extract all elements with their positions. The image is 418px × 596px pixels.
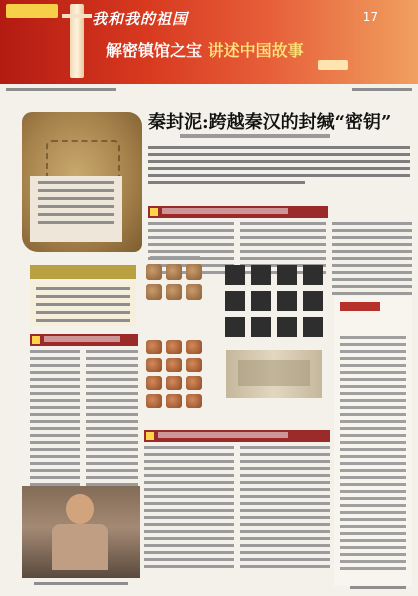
text-column-7 bbox=[240, 446, 330, 572]
page-banner bbox=[0, 0, 418, 84]
issue-date bbox=[352, 88, 412, 91]
text-column-5 bbox=[86, 350, 138, 490]
banner-title: 我和我的祖国 bbox=[92, 10, 189, 28]
masthead-logo bbox=[6, 4, 58, 18]
banner-subtitle bbox=[106, 38, 304, 61]
clay-seal-grid bbox=[144, 338, 220, 408]
section-bar-1 bbox=[148, 206, 328, 218]
article-byline bbox=[180, 134, 330, 138]
museum-info-box bbox=[30, 282, 136, 326]
text-column-3 bbox=[332, 222, 412, 299]
seal-photo-grid bbox=[144, 262, 222, 334]
sidebar-tag bbox=[340, 302, 380, 311]
section-bar-2 bbox=[30, 334, 138, 346]
issue-meta-left bbox=[6, 88, 116, 91]
text-column-4 bbox=[30, 350, 80, 490]
series-label bbox=[318, 60, 348, 70]
banner-subtitle-right: 讲述中国故事 bbox=[207, 41, 304, 60]
issue-meta-line bbox=[6, 86, 412, 96]
section-bar-3 bbox=[144, 430, 330, 442]
editor-credit-line bbox=[350, 586, 406, 589]
article-intro bbox=[148, 146, 410, 202]
museum-label bbox=[30, 265, 136, 279]
inscription-plaque-photo bbox=[226, 350, 322, 398]
seal-rubbing-grid bbox=[222, 262, 326, 348]
fact-card bbox=[30, 176, 122, 242]
researcher-photo-caption bbox=[34, 582, 128, 585]
sidebar-column bbox=[334, 296, 412, 586]
text-column-6 bbox=[144, 446, 234, 572]
banner-subtitle-left: 解密镇馆之宝 bbox=[106, 41, 203, 60]
article-headline: 秦封泥:跨越秦汉的封缄“密钥” bbox=[148, 112, 392, 133]
page-number: 17 bbox=[362, 10, 378, 24]
huabiao-pillar-illustration bbox=[70, 4, 84, 78]
researcher-photo bbox=[22, 486, 140, 578]
